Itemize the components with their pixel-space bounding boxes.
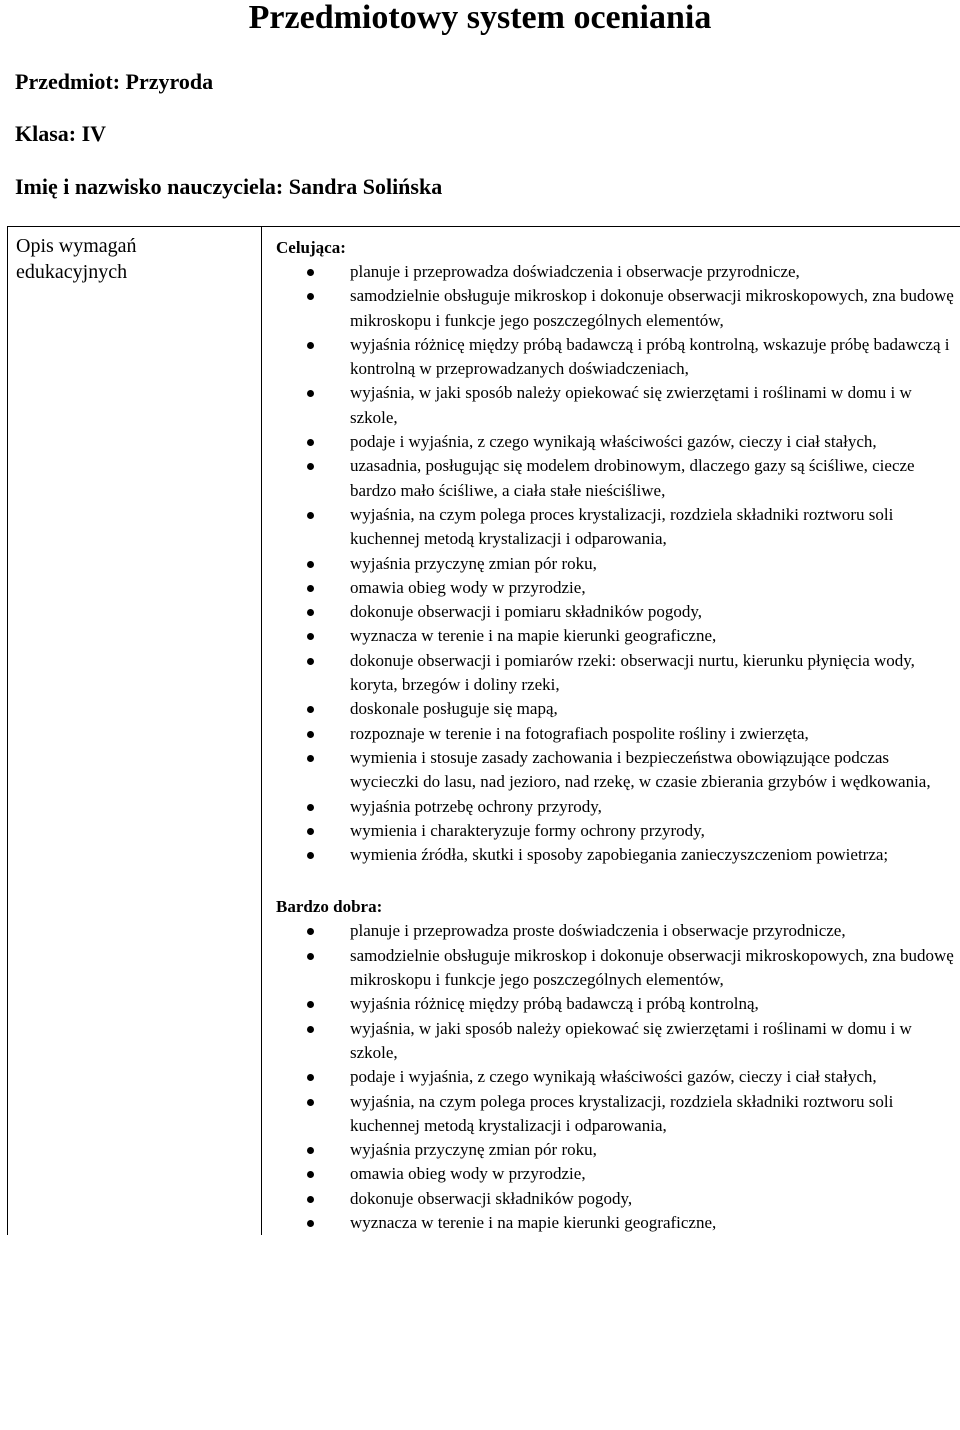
list-item: wyjaśnia przyczynę zmian pór roku, (350, 552, 960, 576)
list-item: podaje i wyjaśnia, z czego wynikają właściwości gazów, cieczy i ciał stałych, (350, 1065, 960, 1089)
list-item: wyjaśnia, w jaki sposób należy opiekować się zwierzętami i roślinami w domu i w szkole, (350, 1017, 960, 1066)
list-item: omawia obieg wody w przyrodzie, (350, 576, 960, 600)
list-item: wyjaśnia różnicę między próbą badawczą i próbą kontrolną, (350, 992, 960, 1016)
requirements-list-bardzo-dobra (262, 919, 960, 1235)
subject-line: Przedmiot: Przyroda (15, 69, 214, 94)
list-item: podaje i wyjaśnia, z czego wynikają właściwości gazów, cieczy i ciał stałych, (350, 430, 960, 454)
list-item: dokonuje obserwacji składników pogody, (350, 1187, 960, 1211)
list-item: wyznacza w terenie i na mapie kierunki geograficzne, (350, 1211, 960, 1235)
list-item: wyjaśnia potrzebę ochrony przyrody, (350, 795, 960, 819)
list-item: dokonuje obserwacji i pomiarów rzeki: obserwacji nurtu, kierunku płynięcia wody, koryta, brzegów i doliny rzeki, (350, 649, 960, 698)
list-item: wyjaśnia przyczynę zmian pór roku, (350, 1138, 960, 1162)
content-cell (262, 227, 960, 1236)
list-item: planuje i przeprowadza doświadczenia i obserwacje przyrodnicze, (350, 260, 960, 284)
list-item: dokonuje obserwacji i pomiaru składników pogody, (350, 600, 960, 624)
list-item: wymienia i charakteryzuje formy ochrony przyrody, (350, 819, 960, 843)
requirements-table (7, 226, 960, 1235)
list-item: wyznacza w terenie i na mapie kierunki geograficzne, (350, 624, 960, 648)
requirements-label: Opis wymagań edukacyjnych (16, 235, 137, 283)
label-cell (8, 227, 262, 1236)
list-item: uzasadnia, posługując się modelem drobinowym, dlaczego gazy są ściśliwe, ciecze bardzo mało ściśliwe, a ciała stałe nieściśliwe, (350, 454, 960, 503)
list-item: wymienia źródła, skutki i sposoby zapobiegania zanieczyszczeniom powietrza; (350, 843, 960, 867)
teacher-line: Imię i nazwisko nauczyciela: Sandra Solińska (15, 174, 443, 199)
list-item: samodzielnie obsługuje mikroskop i dokonuje obserwacji mikroskopowych, zna budowę mikroskopu i funkcje jego poszczególnych elementów, (350, 944, 960, 993)
list-item: wyjaśnia, na czym polega proces krystalizacji, rozdziela składniki roztworu soli kuchennej metodą krystalizacji i odparowania, (350, 1090, 960, 1139)
list-item: planuje i przeprowadza proste doświadczenia i obserwacje przyrodnicze, (350, 919, 960, 943)
list-item: omawia obieg wody w przyrodzie, (350, 1162, 960, 1186)
class-line: Klasa: IV (15, 121, 107, 146)
list-item: wyjaśnia, w jaki sposób należy opiekować się zwierzętami i roślinami w domu i w szkole, (350, 381, 960, 430)
list-item: rozpoznaje w terenie i na fotografiach pospolite rośliny i zwierzęta, (350, 722, 960, 746)
list-item: samodzielnie obsługuje mikroskop i dokonuje obserwacji mikroskopowych, zna budowę mikroskopu i funkcje jego poszczególnych elementów, (350, 284, 960, 333)
grade-heading-bardzo-dobra: Bardzo dobra: (276, 897, 383, 917)
grade-heading-celujaca: Celująca: (276, 238, 346, 257)
list-item: wyjaśnia, na czym polega proces krystalizacji, rozdziela składniki roztworu soli kuchennej metodą krystalizacji i odparowania, (350, 503, 960, 552)
list-item: wyjaśnia różnicę między próbą badawczą i próbą kontrolną, wskazuje próbę badawczą i kontrolną w przeprowadzanych doświadczeniach, (350, 333, 960, 382)
page-title: Przedmiotowy system oceniania (248, 0, 712, 36)
list-item: doskonale posługuje się mapą, (350, 697, 960, 721)
requirements-row (8, 227, 960, 1236)
list-item: wymienia i stosuje zasady zachowania i bezpieczeństwa obowiązujące podczas wycieczki do lasu, nad jezioro, nad rzekę, w czasie zbierania grzybów i wędkowania, (350, 746, 960, 795)
requirements-list-celujaca (262, 260, 960, 867)
